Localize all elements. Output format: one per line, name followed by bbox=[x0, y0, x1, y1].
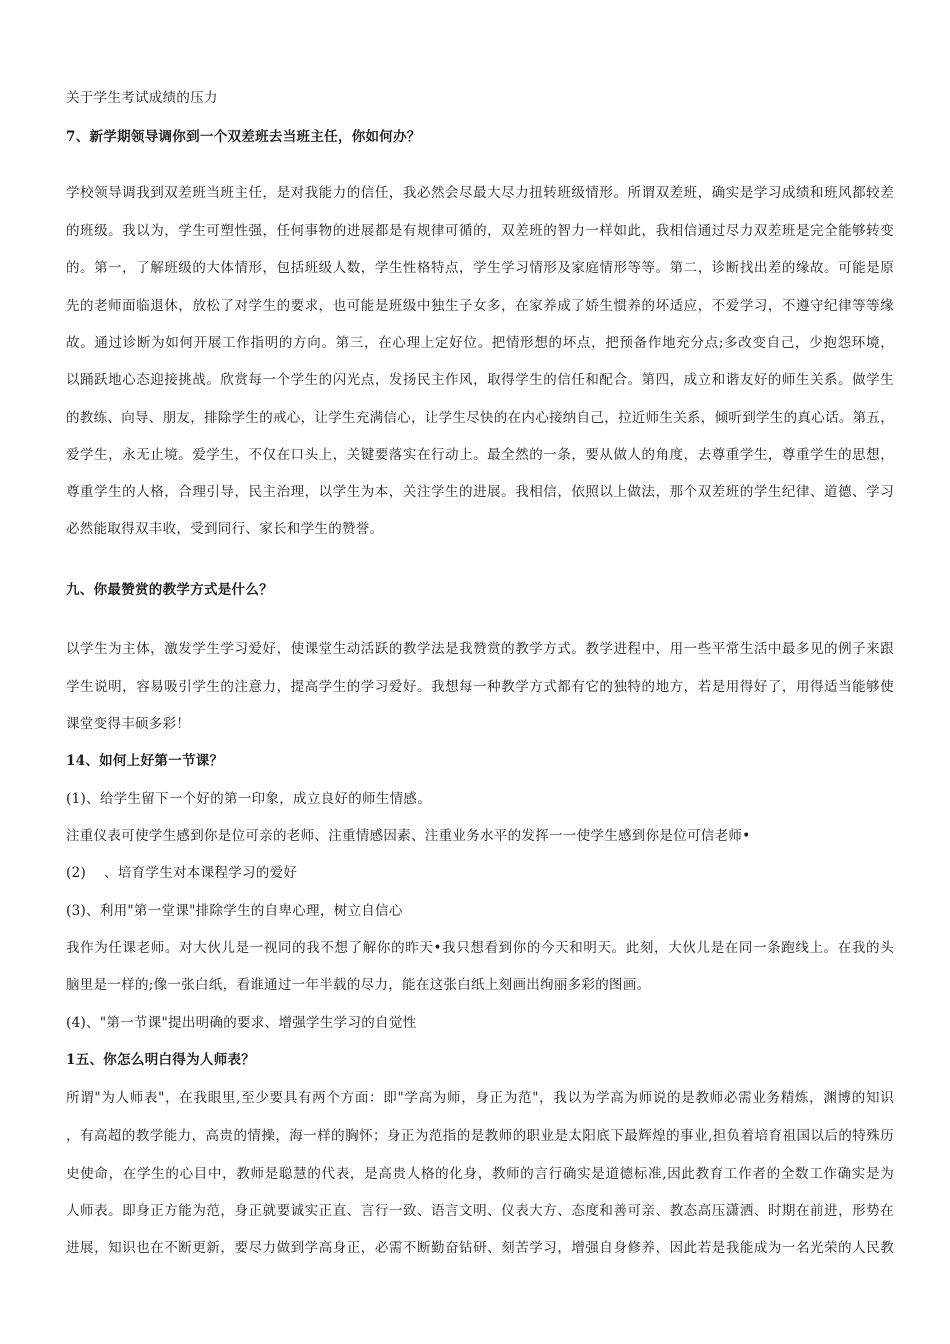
paragraph-line: 学生说明，容易吸引学生的注意力，提高学生的学习爱好。我想每一种教学方式都有它的独特的地方，若是用得好了，用得适当能够使 bbox=[66, 679, 894, 695]
paragraph-line: ，有高超的教学能力，高贵的情操，海一样的胸怀；身正为范指的是教师的职业是太阳底下最辉煌的事业,担负着培育祖国以后的特殊历 bbox=[66, 1128, 894, 1144]
paragraph-line: 课堂变得丰硕多彩！ bbox=[66, 716, 191, 732]
question-heading-14: 14、如何上好第一节课？ bbox=[66, 753, 224, 769]
list-item-text: 、培育学生对本课程学习的爱好 bbox=[104, 865, 298, 881]
question-heading-7: 7、新学期领导调你到一个双差班去当班主任，你如何办？ bbox=[66, 129, 421, 145]
paragraph-line: 必然能取得双丰收，受到同行、家长和学生的赞誉。 bbox=[66, 521, 384, 537]
list-item: (3)、利用"第一堂课"排除学生的自卑心理，树立自信心 bbox=[66, 903, 403, 919]
question-heading-15: 1五、你怎么明白得为人师表？ bbox=[66, 1052, 256, 1068]
paragraph-line: 先的老师面临退休，放松了对学生的要求，也可能是班级中独生子女多，在家养成了娇生惯养的坏适应，不爱学习，不遵守纪律等等缘 bbox=[66, 298, 894, 314]
paragraph-line: 的教练、向导、朋友，排除学生的戒心，让学生充满信心，让学生尽快的在内心接纳自己，拉近师生关系，倾听到学生的真心话。第五， bbox=[66, 410, 894, 426]
list-item bbox=[66, 863, 297, 883]
paragraph-line: 爱学生，永无止境。爱学生，不仅在口头上，关键要落实在行动上。最全然的一条，要从做人的角度，去尊重学生，尊重学生的思想， bbox=[66, 447, 894, 463]
paragraph-line: 的。第一，了解班级的大体情形，包括班级人数，学生性格特点，学生学习情形及家庭情形等等。第二，诊断找出差的缘故。可能是原 bbox=[66, 260, 894, 276]
paragraph-line: 史使命，在学生的心目中，教师是聪慧的代表，是高贵人格的化身，教师的言行确实是道德标准,因此教育工作者的全数工作确实是为 bbox=[66, 1166, 894, 1182]
paragraph-line: 人师表。即身正方能为范，身正就要诚实正直、言行一致、语言文明、仪表大方、态度和善可亲、教态高压潇洒、时期在前进，形势在 bbox=[66, 1203, 894, 1219]
list-item-number: (2) bbox=[66, 865, 87, 881]
list-item: (4)、"第一节课"提出明确的要求、增强学生学习的自觉性 bbox=[66, 1015, 417, 1031]
paragraph-line: 进展，知识也在不断更新，要尽力做到学高身正，必需不断勤奋钻研、刻苦学习，增强自身修养，因此若是我能成为一名光荣的人民教 bbox=[66, 1240, 894, 1256]
question-heading-9: 九、你最赞赏的教学方式是什么？ bbox=[66, 582, 273, 598]
paragraph-line: 的班级。我以为，学生可塑性强，任何事物的进展都是有规律可循的，双差班的智力一样如此，我相信通过尽力双差班是完全能够转变 bbox=[66, 223, 894, 239]
text-line: 关于学生考试成绩的压力 bbox=[66, 90, 218, 106]
paragraph-line: 学校领导调我到双差班当班主任，是对我能力的信任，我必然会尽最大尽力扭转班级情形。所谓双差班，确实是学习成绩和班风都较差 bbox=[66, 185, 894, 201]
paragraph-line: 脑里是一样的;像一张白纸，看谁通过一年半载的尽力，能在这张白纸上刻画出绚丽多彩的图画。 bbox=[66, 977, 651, 993]
paragraph-line: 以踊跃地心态迎接挑战。欣赏每一个学生的闪光点，发扬民主作风，取得学生的信任和配合。第四，成立和谐友好的师生关系。做学生 bbox=[66, 372, 894, 388]
paragraph-line: 以学生为主体，激发学生学习爱好，使课堂生动活跃的教学法是我赞赏的教学方式。教学进程中，用一些平常生活中最多见的例子来跟 bbox=[66, 641, 894, 657]
paragraph-line: 所谓"为人师表"，在我眼里,至少要具有两个方面：即"学高为师，身正为范"，我以为学高为师说的是教师必需业务精炼，渊博的知识 bbox=[66, 1090, 894, 1106]
list-item: (1)、给学生留下一个好的第一印象，成立良好的师生情感。 bbox=[66, 791, 432, 807]
paragraph-line: 注重仪表可使学生感到你是位可亲的老师、注重情感因素、注重业务水平的发挥一一使学生感到你是位可信老师• bbox=[66, 828, 751, 844]
paragraph-line: 故。通过诊断为如何开展工作指明的方向。第三，在心理上定好位。把情形想的坏点，把预备作地充分点;多改变自己，少抱怨环境， bbox=[66, 335, 894, 351]
paragraph-line: 我作为任课老师。对大伙儿是一视同的我不想了解你的昨天•我只想看到你的今天和明天。此刻，大伙儿是在同一条跑线上。在我的头 bbox=[66, 940, 894, 956]
paragraph-line: 尊重学生的人格，合理引导，民主治理，以学生为本，关注学生的进展。我相信，依照以上做法，那个双差班的学生纪律、道德、学习 bbox=[66, 484, 894, 500]
